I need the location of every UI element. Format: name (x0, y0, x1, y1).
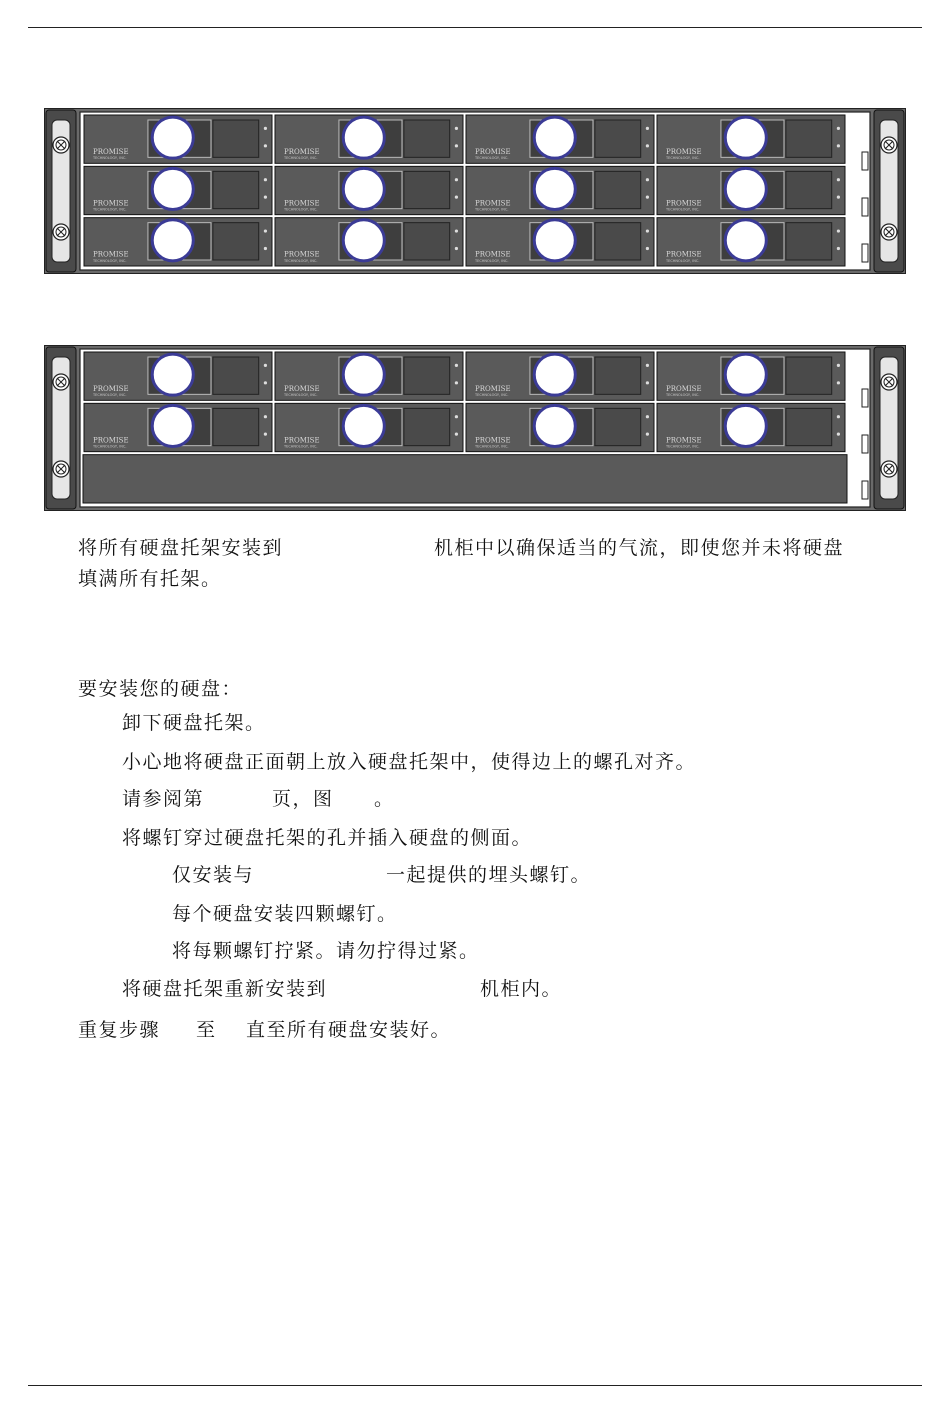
drive-carrier (84, 403, 272, 451)
thumbscrew-icon (881, 137, 897, 153)
carrier-brand-sub: TECHNOLOGY, INC. (475, 258, 509, 263)
thumbscrew-icon (53, 374, 69, 390)
step-5b: 至 (196, 1019, 217, 1041)
drive-carrier (466, 166, 654, 214)
bullet-2: 每个硬盘安装四颗螺钉。 (172, 903, 398, 925)
carrier-brand-sub: TECHNOLOGY, INC. (284, 156, 318, 161)
activity-led (646, 247, 649, 250)
drive-carrier (84, 352, 272, 400)
carrier-brand-logo: PROMISE (475, 385, 511, 394)
intro-line1a: 将所有硬盘托架安装到 (78, 537, 284, 559)
drive-carrier (657, 352, 845, 400)
footer-rule (28, 1385, 922, 1386)
bullet-3: 将每颗螺钉拧紧。请勿拧得过紧。 (172, 940, 480, 962)
power-led (646, 178, 649, 181)
drive-carrier (84, 166, 272, 214)
carrier-brand-sub: TECHNOLOGY, INC. (93, 258, 127, 263)
carrier-brand-logo: PROMISE (93, 199, 129, 208)
power-led (455, 229, 458, 232)
power-led (837, 178, 840, 181)
enclosure-12-drive-figure (44, 108, 906, 274)
carrier-brand-sub: TECHNOLOGY, INC. (666, 156, 700, 161)
carrier-brand-logo: PROMISE (284, 385, 320, 394)
drive-carrier (275, 115, 463, 163)
power-led (646, 415, 649, 418)
header-rule (28, 27, 922, 28)
power-led (455, 415, 458, 418)
drive-carrier (657, 403, 845, 451)
drive-latch-button (725, 220, 766, 261)
activity-led (837, 144, 840, 147)
carrier-brand-sub: TECHNOLOGY, INC. (284, 444, 318, 449)
drive-latch-button (152, 220, 193, 261)
enclosure-8-drive-figure (44, 345, 906, 511)
activity-led (837, 247, 840, 250)
edge-indicator (862, 198, 868, 216)
drive-carrier (657, 115, 845, 163)
carrier-brand-sub: TECHNOLOGY, INC. (475, 444, 509, 449)
activity-led (455, 381, 458, 384)
drive-latch-button (152, 168, 193, 209)
carrier-brand-logo: PROMISE (475, 148, 511, 157)
step-2-ref-c: 。 (374, 788, 395, 810)
drive-latch-button (152, 354, 193, 395)
carrier-brand-logo: PROMISE (93, 436, 129, 445)
step-4b: 机柜内。 (480, 978, 563, 1000)
carrier-brand-logo: PROMISE (93, 250, 129, 259)
activity-led (264, 247, 267, 250)
drive-carrier (84, 115, 272, 163)
drive-latch-button (534, 354, 575, 395)
procedure-heading: 要安装您的硬盘： (78, 678, 243, 700)
power-led (264, 229, 267, 232)
carrier-brand-sub: TECHNOLOGY, INC. (93, 444, 127, 449)
blank-bay-area (83, 455, 847, 503)
carrier-brand-logo: PROMISE (666, 250, 702, 259)
power-led (837, 364, 840, 367)
step-2-ref-a: 请参阅第 (122, 788, 205, 810)
drive-latch-button (343, 354, 384, 395)
carrier-brand-logo: PROMISE (666, 385, 702, 394)
drive-carrier (275, 403, 463, 451)
power-led (455, 178, 458, 181)
activity-led (264, 196, 267, 199)
carrier-brand-logo: PROMISE (666, 436, 702, 445)
activity-led (646, 144, 649, 147)
activity-led (264, 144, 267, 147)
drive-latch-button (343, 220, 384, 261)
intro-line1b: 机柜中以确保适当的气流，即使您并未将硬盘 (434, 537, 845, 559)
carrier-brand-sub: TECHNOLOGY, INC. (93, 207, 127, 212)
carrier-brand-logo: PROMISE (93, 148, 129, 157)
activity-led (455, 247, 458, 250)
carrier-brand-logo: PROMISE (475, 199, 511, 208)
drive-latch-button (343, 117, 384, 158)
power-led (455, 127, 458, 130)
carrier-brand-logo: PROMISE (475, 250, 511, 259)
drive-carrier (657, 218, 845, 266)
carrier-brand-logo: PROMISE (475, 436, 511, 445)
thumbscrew-icon (53, 224, 69, 240)
carrier-brand-logo: PROMISE (284, 199, 320, 208)
carrier-brand-sub: TECHNOLOGY, INC. (666, 207, 700, 212)
drive-latch-button (534, 220, 575, 261)
carrier-brand-sub: TECHNOLOGY, INC. (284, 207, 318, 212)
drive-latch-button (725, 117, 766, 158)
drive-carrier (275, 218, 463, 266)
intro-line2: 填满所有托架。 (78, 568, 222, 590)
carrier-brand-sub: TECHNOLOGY, INC. (93, 156, 127, 161)
edge-indicator (862, 152, 868, 170)
activity-led (646, 381, 649, 384)
power-led (837, 127, 840, 130)
carrier-brand-sub: TECHNOLOGY, INC. (475, 207, 509, 212)
thumbscrew-icon (53, 461, 69, 477)
drive-latch-button (152, 405, 193, 446)
carrier-brand-sub: TECHNOLOGY, INC. (93, 393, 127, 398)
thumbscrew-icon (881, 461, 897, 477)
carrier-brand-sub: TECHNOLOGY, INC. (666, 258, 700, 263)
carrier-brand-sub: TECHNOLOGY, INC. (666, 393, 700, 398)
drive-carrier (275, 166, 463, 214)
carrier-brand-logo: PROMISE (93, 385, 129, 394)
activity-led (264, 381, 267, 384)
drive-latch-button (152, 117, 193, 158)
power-led (264, 364, 267, 367)
carrier-brand-logo: PROMISE (284, 250, 320, 259)
activity-led (646, 196, 649, 199)
carrier-brand-sub: TECHNOLOGY, INC. (475, 393, 509, 398)
power-led (646, 364, 649, 367)
step-5a: 重复步骤 (78, 1019, 161, 1041)
drive-latch-button (725, 354, 766, 395)
drive-carrier (466, 352, 654, 400)
edge-indicator (862, 389, 868, 407)
drive-latch-button (725, 168, 766, 209)
activity-led (837, 381, 840, 384)
power-led (264, 127, 267, 130)
carrier-brand-logo: PROMISE (666, 199, 702, 208)
carrier-brand-logo: PROMISE (284, 436, 320, 445)
drive-carrier (657, 166, 845, 214)
activity-led (837, 196, 840, 199)
carrier-brand-logo: PROMISE (666, 148, 702, 157)
power-led (455, 364, 458, 367)
activity-led (837, 433, 840, 436)
drive-carrier (466, 115, 654, 163)
drive-latch-button (343, 405, 384, 446)
carrier-brand-logo: PROMISE (284, 148, 320, 157)
activity-led (455, 433, 458, 436)
drive-latch-button (343, 168, 384, 209)
drive-carrier (275, 352, 463, 400)
power-led (264, 415, 267, 418)
power-led (264, 178, 267, 181)
bullet-1b: 一起提供的埋头螺钉。 (386, 864, 592, 886)
step-4a: 将硬盘托架重新安装到 (122, 978, 328, 1000)
activity-led (646, 433, 649, 436)
activity-led (455, 196, 458, 199)
edge-indicator (862, 481, 868, 499)
activity-led (455, 144, 458, 147)
step-3: 将螺钉穿过硬盘托架的孔并插入硬盘的侧面。 (122, 827, 533, 849)
power-led (837, 415, 840, 418)
drive-carrier (466, 403, 654, 451)
drive-latch-button (534, 117, 575, 158)
carrier-brand-sub: TECHNOLOGY, INC. (666, 444, 700, 449)
power-led (646, 229, 649, 232)
thumbscrew-icon (881, 374, 897, 390)
carrier-brand-sub: TECHNOLOGY, INC. (284, 258, 318, 263)
carrier-brand-sub: TECHNOLOGY, INC. (284, 393, 318, 398)
thumbscrew-icon (881, 224, 897, 240)
carrier-brand-sub: TECHNOLOGY, INC. (475, 156, 509, 161)
drive-carrier (84, 218, 272, 266)
power-led (646, 127, 649, 130)
power-led (837, 229, 840, 232)
activity-led (264, 433, 267, 436)
drive-carrier (466, 218, 654, 266)
bullet-1a: 仅安装与 (172, 864, 255, 886)
edge-indicator (862, 435, 868, 453)
step-2: 小心地将硬盘正面朝上放入硬盘托架中，使得边上的螺孔对齐。 (122, 751, 697, 773)
drive-latch-button (534, 405, 575, 446)
thumbscrew-icon (53, 137, 69, 153)
edge-indicator (862, 244, 868, 262)
step-1: 卸下硬盘托架。 (122, 712, 266, 734)
step-5c: 直至所有硬盘安装好。 (246, 1019, 452, 1041)
drive-latch-button (725, 405, 766, 446)
drive-latch-button (534, 168, 575, 209)
step-2-ref-b: 页，图 (272, 788, 334, 810)
